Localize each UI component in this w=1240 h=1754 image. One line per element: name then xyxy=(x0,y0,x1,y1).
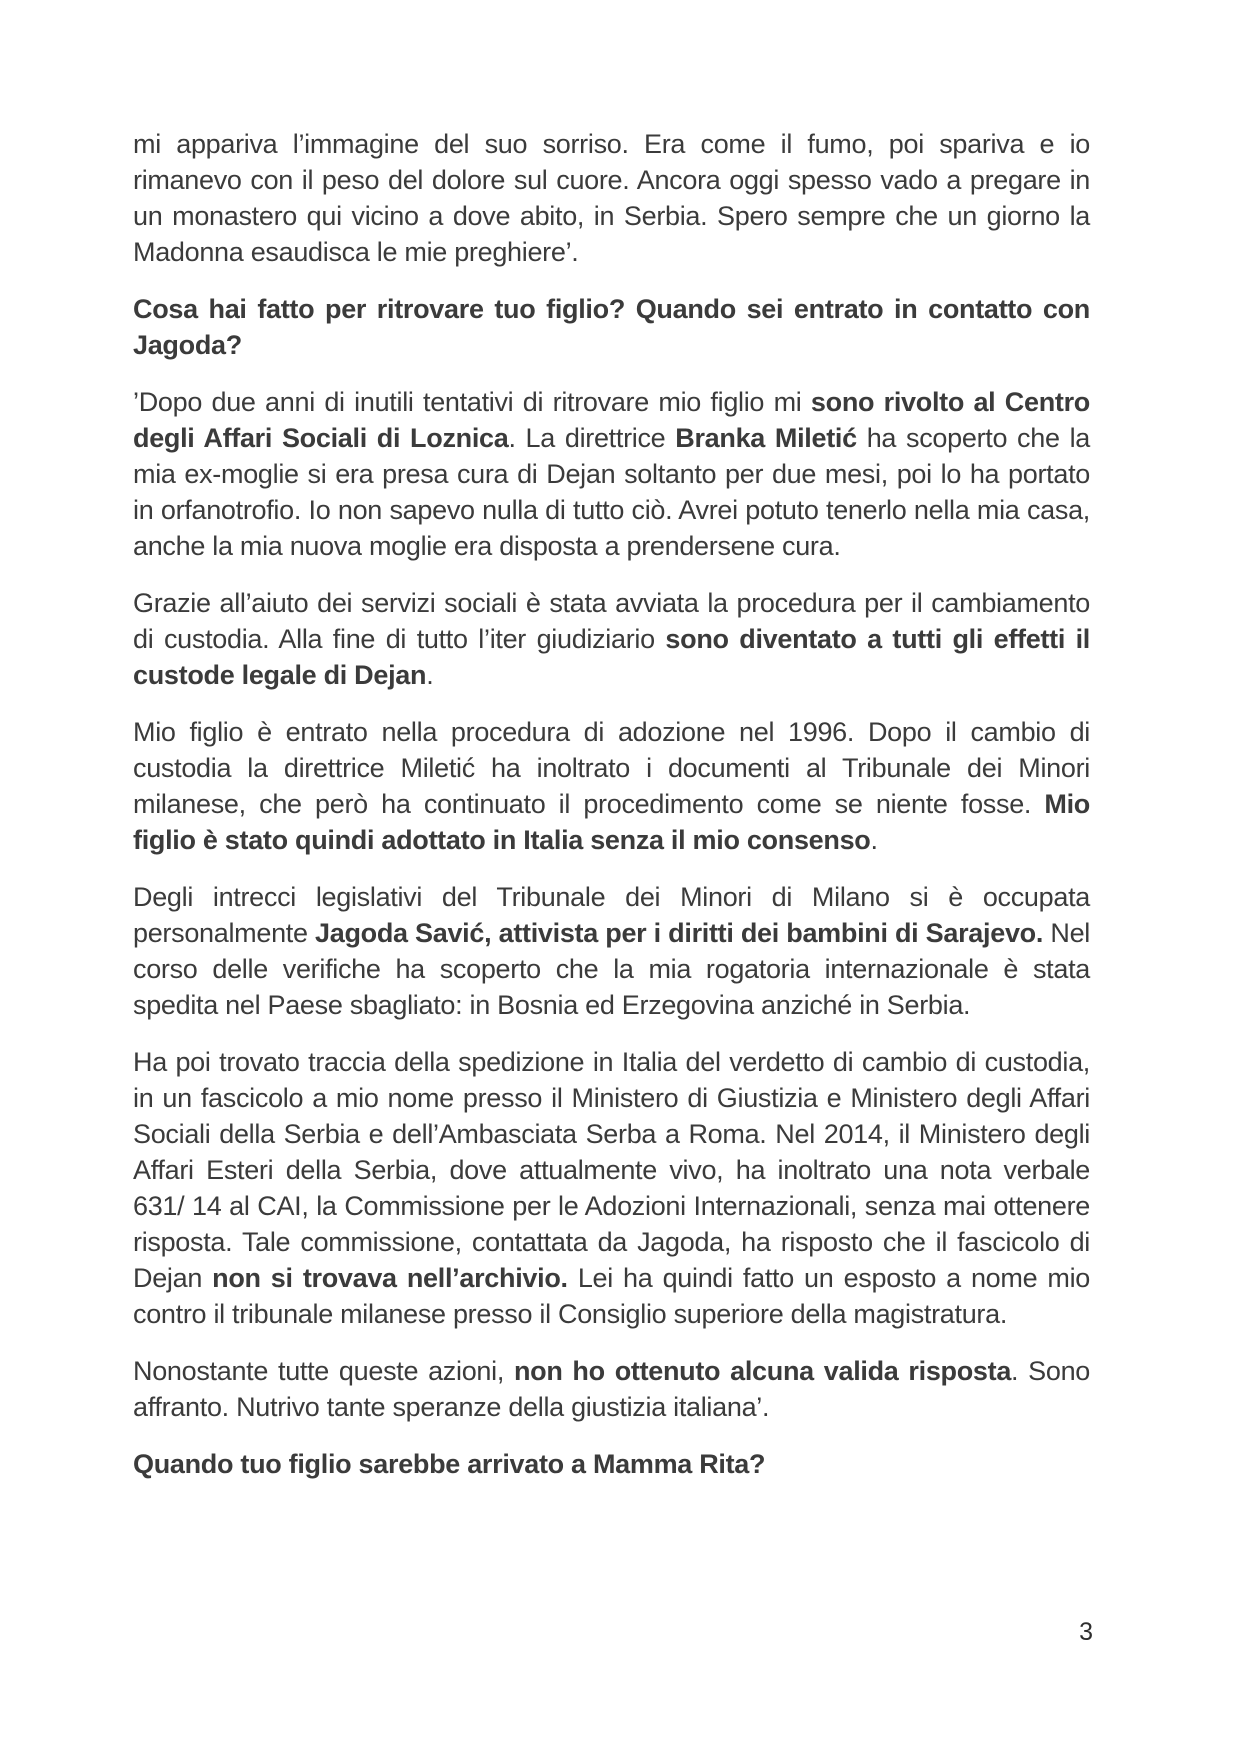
body-paragraph xyxy=(133,1044,1090,1332)
text-run: Mio figlio è entrato nella procedura di adozione nel 1996. Dopo il cambio di custodia la direttrice Miletić ha inoltrato i documenti al Tribunale dei Minori milanese, che però ha continuato il procedimento come se niente fosse. xyxy=(133,717,1090,819)
text-run: . xyxy=(426,660,434,690)
text-run: Grazie all’aiuto dei servizi sociali è stata avviata la procedura per il cambiamento di custodia. Alla fine di tutto l’iter giudiziario xyxy=(133,588,1090,654)
text-run: Nel corso delle verifiche ha scoperto che la mia rogatoria internazionale è stata spedita nel Paese sbagliato: in Bosnia ed Erzegovina anziché in Serbia. xyxy=(133,918,1090,1020)
bold-text-run: Branka Miletić xyxy=(675,423,857,453)
body-paragraph xyxy=(133,1353,1090,1425)
document-body xyxy=(133,126,1090,1503)
bold-text-run: Quando tuo figlio sarebbe arrivato a Mamma Rita? xyxy=(133,1449,766,1479)
text-run: . La direttrice xyxy=(508,423,676,453)
text-run: ha scoperto che la mia ex-moglie si era presa cura di Dejan soltanto per due mesi, poi lo ha portato in orfanotrofio. Io non sapevo nulla di tutto ciò. Avrei potuto tenerlo nella mia casa, anche la mia nuova moglie era disposta a prendersene cura. xyxy=(133,423,1090,561)
text-run: Ha poi trovato traccia della spedizione in Italia del verdetto di cambio di custodia, in un fascicolo a mio nome presso il Ministero di Giustizia e Ministero degli Affari Sociali della Serbia e dell’Ambasciata Serba a Roma. Nel 2014, il Ministero degli Affari Esteri della Serbia, dove attualmente vivo, ha inoltrato una nota verbale 631/ 14 al CAI, la Commissione per le Adozioni Internazionali, senza mai ottenere risposta. Tale commissione, contattata da Jagoda, ha risposto che il fascicolo di Dejan xyxy=(133,1047,1090,1293)
body-paragraph xyxy=(133,126,1090,270)
text-run: Nonostante tutte queste azioni, xyxy=(133,1356,514,1386)
text-run: mi appariva l’immagine del suo sorriso. Era come il fumo, poi spariva e io rimanevo con il peso del dolore sul cuore. Ancora oggi spesso vado a pregare in un monastero qui vicino a dove abito, in Serbia. Spero sempre che un giorno la Madonna esaudisca le mie preghiere’. xyxy=(133,129,1090,267)
text-run: Lei ha quindi fatto un esposto a nome mio contro il tribunale milanese presso il Consiglio superiore della magistratura. xyxy=(133,1263,1090,1329)
bold-text-run: sono diventato a tutti gli effetti il custode legale di Dejan xyxy=(133,624,1090,690)
body-paragraph xyxy=(133,714,1090,858)
bold-text-run: Mio figlio è stato quindi adottato in Italia senza il mio consenso xyxy=(133,789,1090,855)
body-paragraph xyxy=(133,384,1090,564)
bold-text-run: non ho ottenuto alcuna valida risposta xyxy=(513,1356,1012,1386)
text-run: ’Dopo due anni di inutili tentativi di ritrovare mio figlio mi xyxy=(133,387,811,417)
text-run: . xyxy=(870,825,878,855)
body-paragraph xyxy=(133,585,1090,693)
bold-text-run: sono rivolto al Centro degli Affari Sociali di Loznica xyxy=(133,387,1091,453)
question-heading xyxy=(133,1446,1090,1482)
page-number: 3 xyxy=(1079,1618,1093,1646)
body-paragraph xyxy=(133,879,1090,1023)
text-run: . Sono affranto. Nutrivo tante speranze della giustizia italiana’. xyxy=(133,1356,1090,1422)
bold-text-run: Jagoda Savić, attivista per i diritti dei bambini di Sarajevo. xyxy=(315,918,1044,948)
text-run: Degli intrecci legislativi del Tribunale dei Minori di Milano si è occupata personalmente xyxy=(133,882,1090,948)
bold-text-run: Cosa hai fatto per ritrovare tuo figlio? Quando sei entrato in contatto con Jagoda? xyxy=(133,294,1090,360)
question-heading xyxy=(133,291,1090,363)
bold-text-run: non si trovava nell’archivio. xyxy=(212,1263,568,1293)
